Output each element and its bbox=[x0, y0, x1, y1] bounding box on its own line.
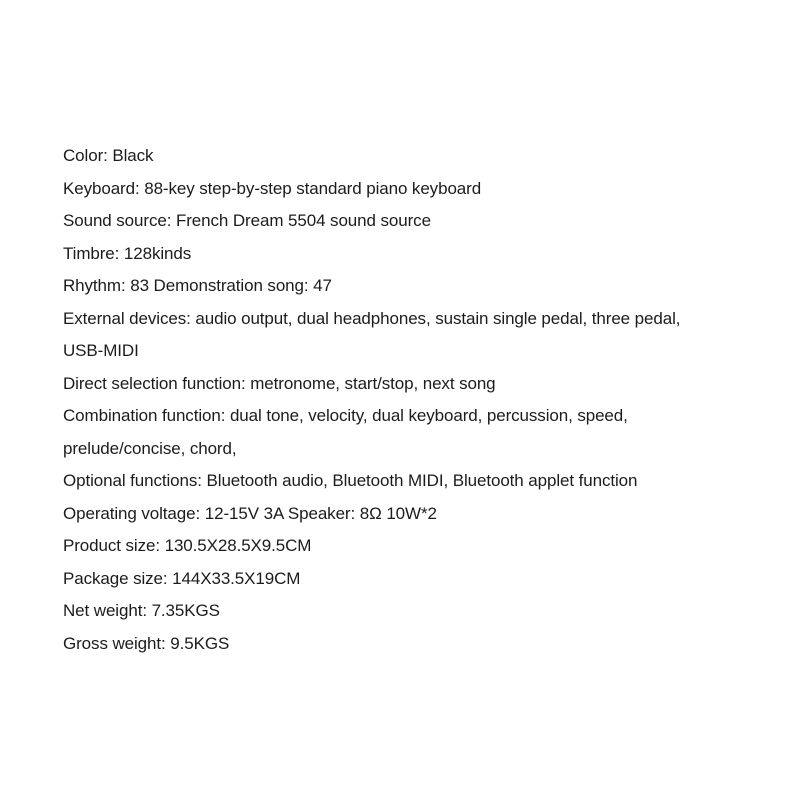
spec-line-operating-voltage: Operating voltage: 12-15V 3A Speaker: 8Ω 10W*2 bbox=[63, 503, 437, 523]
spec-line-combination-cont: prelude/concise, chord, bbox=[63, 438, 237, 458]
spec-line-rhythm: Rhythm: 83 Demonstration song: 47 bbox=[63, 276, 332, 295]
spec-line-timbre: Timbre: 128kinds bbox=[63, 243, 192, 263]
spec-line-sound-source: Sound source: French Dream 5504 sound source bbox=[63, 211, 431, 230]
spec-line-gross-weight: Gross weight: 9.5KGS bbox=[63, 633, 230, 653]
spec-line-combination: Combination function: dual tone, velocity, dual keyboard, percussion, speed, bbox=[63, 406, 628, 425]
spec-line-external-devices-cont: USB-MIDI bbox=[63, 341, 139, 360]
spec-line-direct-selection: Direct selection function: metronome, start/stop, next song bbox=[63, 373, 496, 393]
spec-sheet bbox=[63, 140, 783, 660]
spec-line-package-size: Package size: 144X33.5X19CM bbox=[63, 568, 301, 588]
spec-line-product-size: Product size: 130.5X28.5X9.5CM bbox=[63, 536, 312, 555]
spec-line-net-weight: Net weight: 7.35KGS bbox=[63, 601, 220, 620]
spec-line-keyboard: Keyboard: 88-key step-by-step standard piano keyboard bbox=[63, 178, 482, 198]
spec-line-external-devices: External devices: audio output, dual headphones, sustain single pedal, three pedal, bbox=[63, 308, 681, 328]
spec-line-color: Color: Black bbox=[63, 146, 154, 165]
spec-line-optional-functions: Optional functions: Bluetooth audio, Bluetooth MIDI, Bluetooth applet function bbox=[63, 471, 638, 490]
